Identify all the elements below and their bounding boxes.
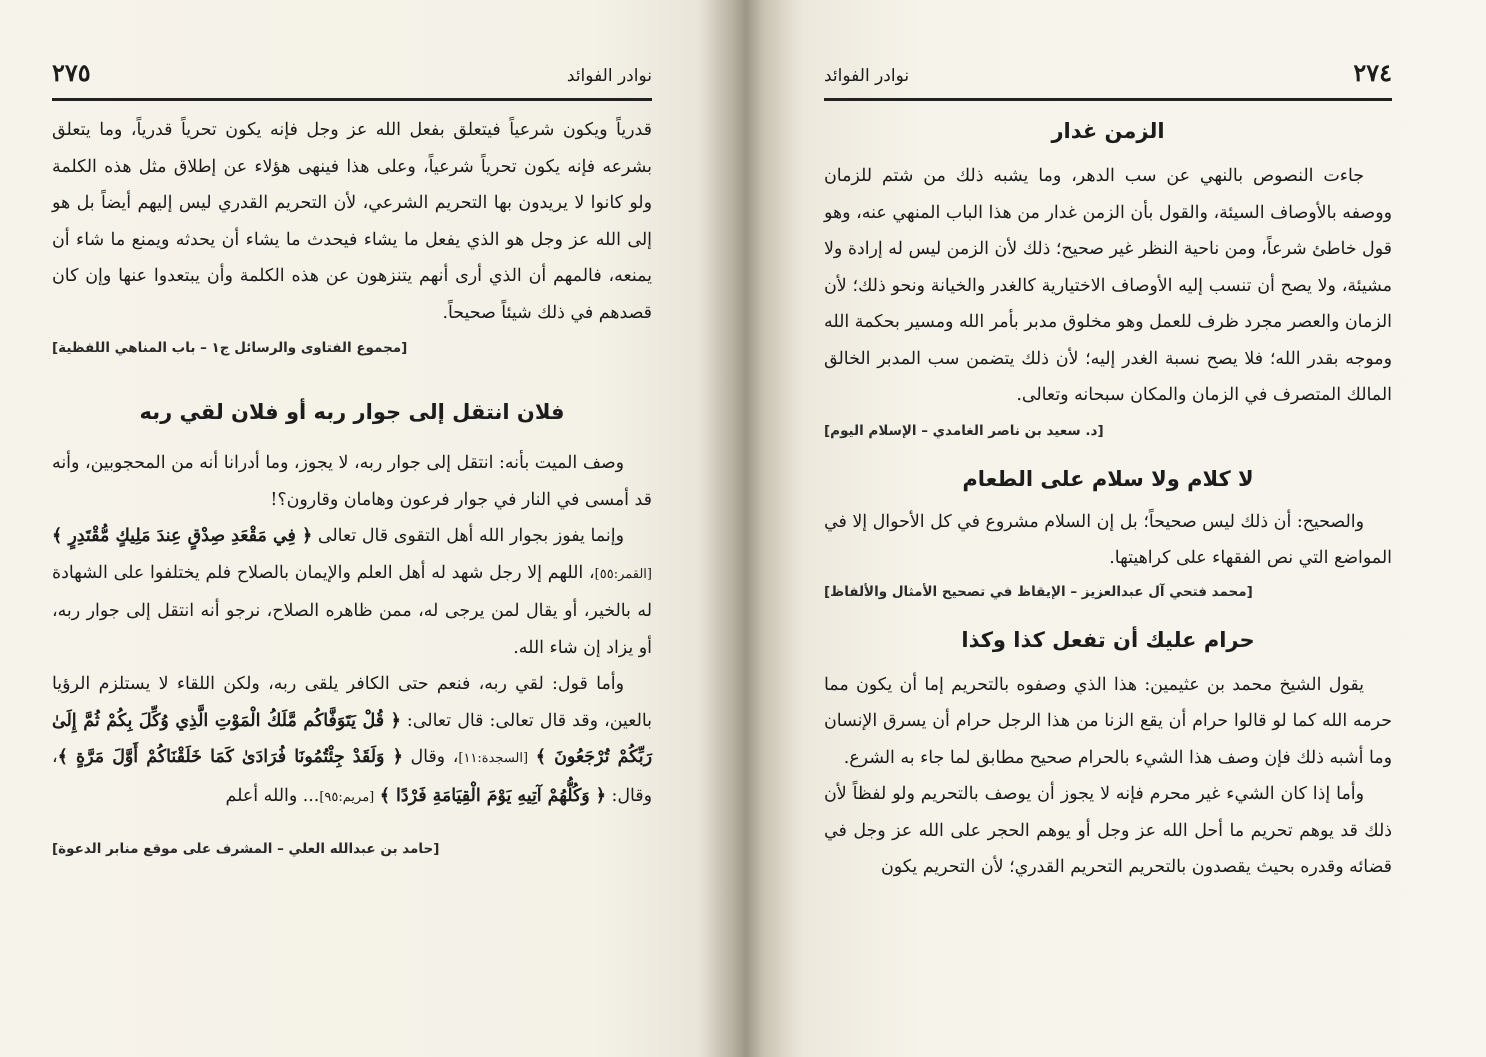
source-citation-1: [مجموع الفتاوى والرسائل ج١ – باب المناهي اللفظية] [52, 340, 408, 356]
left-header-title: نوادر الفوائد [566, 66, 652, 86]
paragraph-text: يقول الشيخ محمد بن عثيمين: هذا الذي وصفوه بالتحريم إما أن يكون مما حرمه الله كما لو قالوا حرام أن يقع الزنا من هذا الرجل حرام أن يسرق الإنسان وما أشبه ذلك فإن وصف هذا الشيء بالحرام صحيح مطابق لما جاء به الشرع. [824, 674, 1392, 768]
quran-verse: ﴿ فِي مَقْعَدِ صِدْقٍ عِندَ مَلِيكٍ مُّقْتَدِرٍ ﴾ [52, 526, 313, 546]
paragraph-deceased-description [52, 445, 652, 518]
verse-citation: [القمر:٥٥] [594, 566, 652, 582]
right-page [824, 0, 1392, 1057]
paragraph-time-treacherous [824, 158, 1392, 414]
right-page-number: ٢٧٤ [1353, 58, 1392, 87]
paragraph-text: ، وقال: [52, 747, 652, 806]
section-heading-neighbor-of-lord: فلان انتقل إلى جوار ربه أو فلان لقي ربه [139, 400, 565, 424]
right-page-header [824, 58, 1392, 101]
left-page-body [52, 112, 652, 860]
paragraph-piety-neighbor [52, 518, 652, 666]
paragraph-text: ... والله أعلم [225, 785, 320, 806]
paragraph-not-forbidden [824, 776, 1392, 886]
paragraph-text: جاءت النصوص بالنهي عن سب الدهر، وما يشبه ذلك من شتم للزمان ووصفه بالأوصاف السيئة، والقول بأن الزمن غدار من هذا الباب المنهي عنه، وهو قول خاطئ شرعاً، ومن ناحية النظر غير صحيح؛ ذلك لأن الزمن ليس له إرادة ولا مشيئة، ولا يصح أن تنسب إليه الأوصاف الاختيارية كالغدر والخيانة ونحو ذلك؛ لأن الزمان والعصر مجرد ظرف للعمل وهو مخلوق مدبر بأمر الله ومسير بحكمة الله وموجه بقدر الله؛ فلا يصح نسبة الغدر إليه؛ لأن ذلك يتضمن سب المدبر الخالق المالك المتصرف في الزمان والمكان سبحانه وتعالى. [824, 166, 1392, 405]
left-page-header [52, 58, 652, 101]
paragraph-text: والصحيح: أن ذلك ليس صحيحاً؛ بل إن السلام مشروع في كل الأحوال إلا في المواضع التي نص الفقهاء على كراهيتها. [824, 511, 1392, 568]
paragraph-meeting-lord [52, 666, 652, 816]
section-heading-no-talk-food: لا كلام ولا سلام على الطعام [962, 466, 1254, 491]
paragraph-text: ، اللهم إلا رجل شهد له أهل العلم والإيمان بالصلاح فلم يختلفوا على الشهادة له بالخير، أو يقال لمن يرجى له، ممن ظاهره الصلاح، نرجو أنه انتقل إلى جوار ربه، أو يزاد إن شاء الله. [52, 562, 652, 658]
section-heading-forbidden: حرام عليك أن تفعل كذا وكذا [961, 627, 1255, 652]
right-header-title: نوادر الفوائد [824, 66, 910, 86]
continuation-paragraph: قدرياً ويكون شرعياً فيتعلق بفعل الله عز وجل فإنه يكون تحرياً قدرياً، وما يتعلق بشرعه فإنه يكون تحرياً شرعياً، وعلى هذا فينهى هؤلاء عن إطلاق مثل هذه الكلمة ولو كانوا لا يريدون بها التحريم الشرعي، لأن التحريم القدري ليس إليهم أيضاً بل هو إلى الله عز وجل هو الذي يفعل ما يشاء فيحدث ما يشاء أن يحدثه ويمنع ما شاء أن يمنعه، فالمهم أن الذي أرى أنهم يتنزهون عن هذه الكلمة وأن يبتعدوا عنها وإن كان قصدهم في ذلك شيئاً صحيحاً. [52, 120, 652, 323]
paragraph-text: وأما إذا كان الشيء غير محرم فإنه لا يجوز أن يوصف بالتحريم ولو لفظاً لأن ذلك قد يوهم تحريم ما أحل الله عز وجل أو يوهم الحجر على الله عز وجل في قضائه وقدره بحيث يقصدون بالتحريم التحريم القدري؛ لأن التحريم يكون [824, 784, 1392, 877]
paragraph-text: وصف الميت بأنه: انتقل إلى جوار ربه، لا يجوز، وما أدرانا أنه من المحجوبين، وأنه قد أمسى في النار في جوار فرعون وهامان وقارون؟! [52, 453, 652, 510]
left-page [52, 0, 652, 1057]
verse-citation: [السجدة:١١] [458, 751, 529, 766]
right-page-body [824, 112, 1392, 886]
paragraph-text: وأما قول: لقي ربه، فنعم حتى الكافر يلقى ربه، ولكن اللقاء لا يستلزم الرؤيا بالعين، وقد قال تعالى: قال تعالى: [52, 674, 653, 731]
paragraph-text: ، وقال [410, 747, 459, 767]
verse-citation: [مريم:٩٥] [319, 789, 375, 805]
section-heading-time-treacherous: الزمن غدار [1051, 119, 1165, 143]
quran-verse: ﴿ وَكُلُّهُمْ آتِيهِ يَوْمَ الْقِيَامَةِ فَرْدًا ﴾ [379, 785, 606, 806]
source-citation-2: [محمد فتحي آل عبدالعزيز – الإيقاظ في تصحيح الأمثال والألفاظ] [824, 583, 1253, 600]
quran-verse: ﴿ قُلْ يَتَوَفَّاكُم مَّلَكُ الْمَوْتِ الَّذِي وُكِّلَ بِكُمْ ثُمَّ إِلَىٰ رَبِّكُمْ تُرْجَعُونَ ﴾ [52, 710, 653, 767]
left-page-number: ٢٧٥ [52, 58, 91, 87]
paragraph-text: وإنما يفوز بجوار الله أهل التقوى قال تعالى [317, 526, 624, 546]
paragraph-ibn-uthaymeen [824, 667, 1392, 777]
source-citation-2: [حامد بن عبدالله العلي – المشرف على موقع منابر الدعوة] [52, 841, 440, 857]
paragraph-salam-food [824, 504, 1392, 577]
quran-verse: ﴿ وَلَقَدْ جِئْتُمُونَا فُرَادَىٰ كَمَا خَلَقْنَاكُمْ أَوَّلَ مَرَّةٍ ﴾ [57, 747, 403, 767]
source-citation-1: [د. سعيد بن ناصر الغامدي – الإسلام اليوم] [824, 422, 1104, 439]
